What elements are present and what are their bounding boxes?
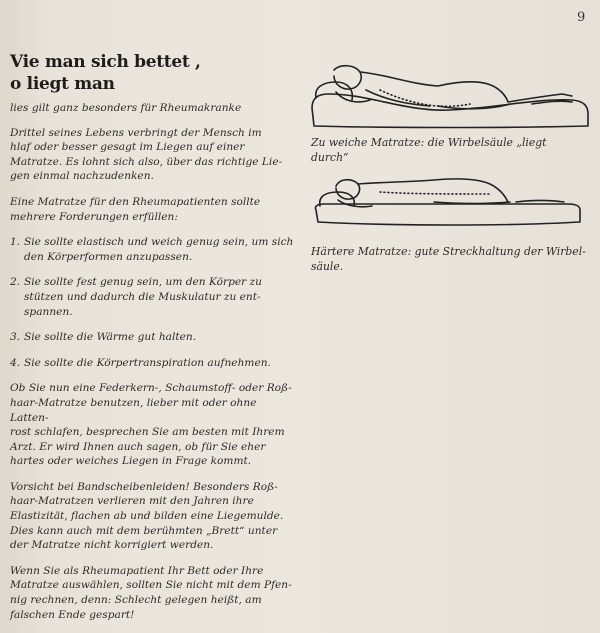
list-number: 4.: [10, 356, 21, 369]
list-item: [10, 330, 295, 345]
hard-mattress-illustration: [310, 172, 590, 232]
requirements-list: [10, 235, 295, 370]
text-line: Eine Matratze für den Rheumapatienten sollte: [10, 195, 261, 208]
spine-line: [380, 192, 490, 194]
text-line: Dies kann auch mit dem berühmten „Brett“ unter: [10, 524, 278, 537]
text-line: haar-Matratze benutzen, lieber mit oder ohne Latten-: [10, 396, 257, 424]
heading-line-2: o liegt man: [10, 74, 115, 94]
text-line: der Matratze nicht korrigiert werden.: [10, 539, 214, 552]
body-text-column: [10, 101, 295, 633]
text-line: stützen und dadurch die Muskulatur zu ent-: [24, 290, 261, 303]
list-text: [24, 275, 295, 319]
text-line: haar-Matratzen verlieren mit den Jahren ihre: [10, 495, 254, 508]
text-line: Elastizität, flachen ab und bilden eine Liegemulde.: [10, 510, 284, 523]
text-line: Vorsicht bei Bandscheibenleiden! Besonders Roß-: [10, 480, 278, 493]
text-line: Sie sollte elastisch und weich genug sein, um sich: [24, 236, 294, 249]
body-outline: [360, 72, 572, 102]
soft-mattress-outline: [312, 94, 588, 128]
list-number: 3.: [10, 331, 21, 344]
list-item: [10, 356, 295, 371]
intro-paragraph: [10, 126, 295, 184]
text-line: Matratze auswählen, sollten Sie nicht mit dem Pfen-: [10, 579, 292, 592]
arm-outline: [336, 90, 430, 106]
text-line: Drittel seines Lebens verbringt der Mensch im: [10, 126, 262, 139]
text-line: spannen.: [24, 305, 73, 318]
text-line: gen einmal nachzudenken.: [10, 170, 154, 183]
list-text: [24, 235, 295, 264]
text-line: Arzt. Er wird Ihnen auch sagen, ob für Sie eher: [10, 440, 266, 453]
intro-lead: lies gilt ganz besonders für Rheumakranke: [10, 102, 242, 114]
list-number: 1.: [10, 236, 21, 249]
text-line: hlaf oder besser gesagt im Liegen auf einer: [10, 141, 245, 154]
text-line: Sie sollte die Körpertranspiration aufnehmen.: [24, 356, 271, 369]
leg-outline: [434, 201, 564, 204]
closing-paragraph: [10, 564, 295, 622]
text-line: nig rechnen, denn: Schlecht gelegen heißt, am: [10, 594, 262, 607]
text-line: Sie sollte die Wärme gut halten.: [24, 331, 197, 344]
list-text: [24, 356, 295, 371]
text-line: Ob Sie nun eine Federkern-, Schaumstoff- oder Roß-: [10, 382, 292, 395]
mattress-type-paragraph: [10, 381, 295, 469]
text-line: den Körperformen anzupassen.: [24, 250, 193, 263]
pillow-outline: [316, 82, 353, 100]
warning-paragraph: [10, 480, 295, 553]
text-line: falschen Ende gespart!: [10, 608, 135, 621]
text-line: Wenn Sie als Rheumapatient Ihr Bett oder Ihre: [10, 564, 264, 577]
list-text: [24, 330, 295, 345]
requirements-intro: [10, 195, 295, 224]
text-line: Härtere Matratze: gute Streckhaltung der Wirbel-: [311, 245, 586, 258]
list-item: [10, 235, 295, 264]
soft-mattress-illustration: [310, 60, 590, 130]
head-outline: [336, 180, 360, 199]
list-number: 2.: [10, 276, 21, 289]
text-line: Matratze. Es lohnt sich also, über das richtige Lie-: [10, 155, 283, 168]
hard-mattress-caption: [311, 244, 586, 274]
heading-line-1: Vie man sich bettet ,: [10, 52, 201, 72]
text-line: säule.: [311, 260, 344, 273]
text-line: rost schlafen, besprechen Sie am besten mit Ihrem: [10, 426, 285, 439]
text-line: Sie sollte fest genug sein, um den Körper zu: [24, 276, 262, 289]
hard-mattress-outline: [315, 204, 580, 225]
page-number: 9: [577, 10, 586, 25]
text-line: hartes oder weiches Liegen in Frage kommt.: [10, 455, 252, 468]
list-item: [10, 275, 295, 319]
text-line: mehrere Forderungen erfüllen:: [10, 210, 178, 223]
page-heading: [10, 51, 300, 95]
body-outline: [358, 179, 508, 202]
soft-mattress-caption: Zu weiche Matratze: die Wirbelsäule „liegt durch“: [311, 136, 547, 164]
